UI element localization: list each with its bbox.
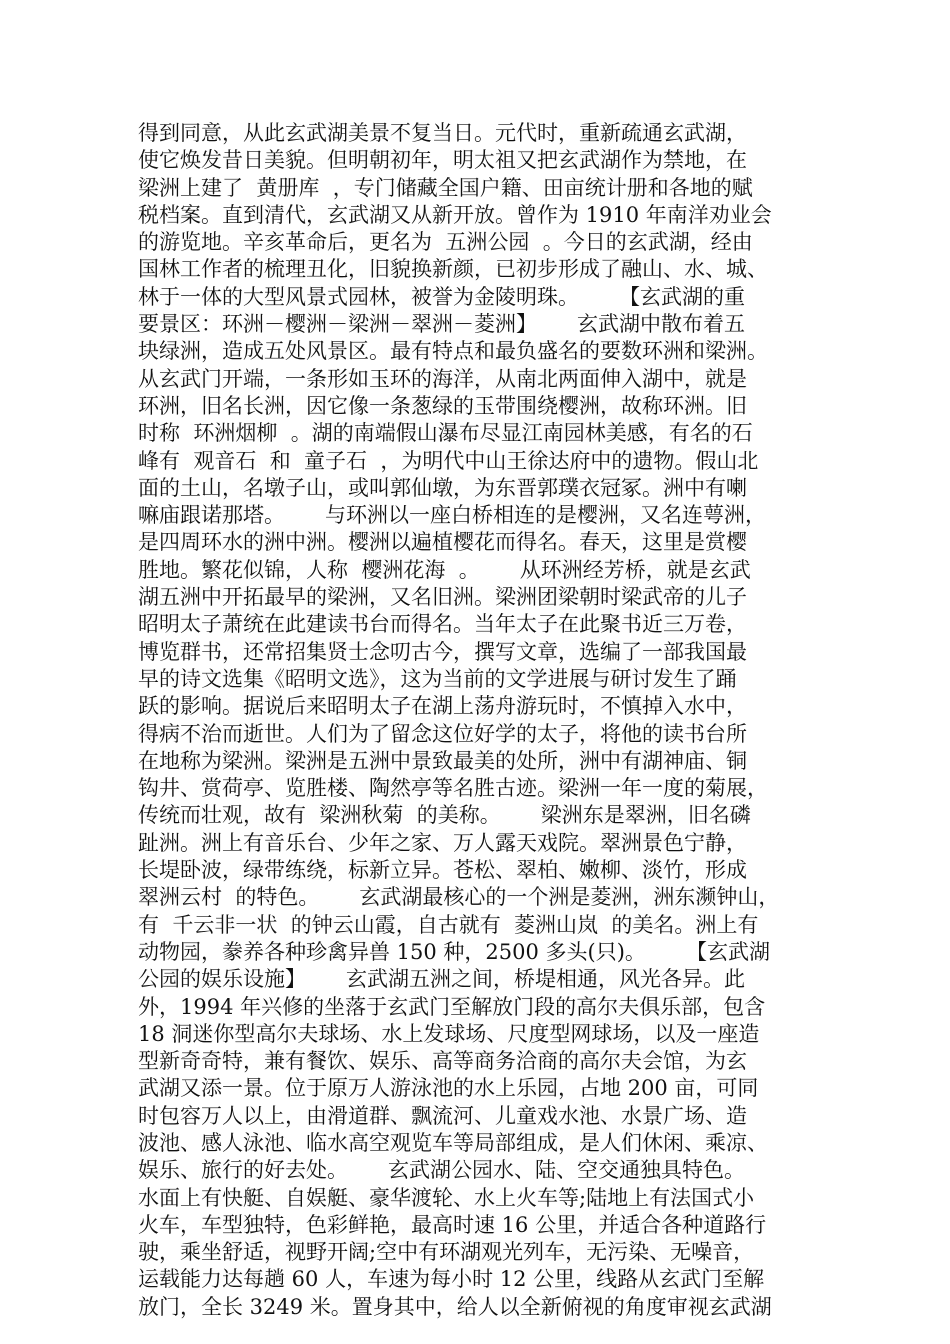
text-line: 得病不治而逝世。人们为了留念这位好学的太子，将他的读书台所 — [138, 721, 747, 746]
text-line: 放门，全长 3249 米。置身其中，给人以全新俯视的角度审视玄武湖 — [138, 1294, 772, 1319]
text-line: 运载能力达每趟 60 人，车速为每小时 12 公里，线路从玄武门至解 — [138, 1267, 765, 1292]
text-line: 武湖又添一景。位于原万人游泳池的水上乐园，占地 200 亩，可同 — [138, 1076, 759, 1101]
text-line: 外，1994 年兴修的坐落于玄武门至解放门段的高尔夫俱乐部，包含 — [138, 994, 766, 1019]
text-line: 博览群书，还常招集贤士念叨古今，撰写文章，选编了一部我国最 — [138, 639, 747, 664]
text-line: 块绿洲，造成五处风景区。最有特点和最负盛名的要数环洲和梁洲。 — [138, 339, 768, 364]
text-line: 峰有 观音石 和 童子石 ，为明代中山王徐达府中的遗物。假山北 — [138, 448, 759, 473]
text-line: 早的诗文选集《昭明文选》，这为当前的文学进展与研讨发生了踊 — [138, 666, 737, 691]
text-line: 钩井、赏荷亭、览胜楼、陶然亭等名胜古迹。梁洲一年一度的菊展， — [138, 776, 768, 801]
text-line: 型新奇奇特，兼有餐饮、娱乐、高等商务洽商的高尔夫会馆，为玄 — [138, 1049, 747, 1074]
text-line: 使它焕发昔日美貌。但明朝初年，明太祖又把玄武湖作为禁地，在 — [138, 148, 747, 173]
text-line: 时包容万人以上，由滑道群、飘流河、儿童戏水池、水景广场、造 — [138, 1103, 747, 1128]
text-line: 面的土山，名墩子山，或叫郭仙墩，为东晋郭璞衣冠冢。洲中有喇 — [138, 475, 747, 500]
text-line: 传统而壮观，故有 梁洲秋菊 的美称。 梁洲东是翠洲，旧名磷 — [138, 803, 751, 828]
text-line: 翠洲云村 的特色。 玄武湖最核心的一个洲是菱洲，洲东濒钟山， — [138, 885, 780, 910]
text-line: 在地称为梁洲。梁洲是五洲中景致最美的处所，洲中有湖神庙、铜 — [138, 748, 747, 773]
body-text — [138, 120, 828, 1321]
text-line: 火车，车型独特，色彩鲜艳，最高时速 16 公里，并适合各种道路行 — [138, 1212, 767, 1237]
text-line: 水面上有快艇、自娱艇、豪华渡轮、水上火车等;陆地上有法国式小 — [138, 1185, 755, 1210]
text-line: 驶，乘坐舒适，视野开阔;空中有环湖观光列车，无污染、无噪音， — [138, 1240, 755, 1265]
text-line: 昭明太子萧统在此建读书台而得名。当年太子在此聚书近三万卷， — [138, 612, 747, 637]
text-line: 税档案。直到清代，玄武湖又从新开放。曾作为 1910 年南洋劝业会 — [138, 202, 772, 227]
text-line: 林于一体的大型风景式园林，被誉为金陵明珠。 【玄武湖的重 — [138, 284, 746, 309]
text-line: 胜地。繁花似锦，人称 樱洲花海 。 从环洲经芳桥，就是玄武 — [138, 557, 751, 582]
text-line: 趾洲。洲上有音乐台、少年之家、万人露天戏院。翠洲景色宁静， — [138, 830, 747, 855]
text-line: 波池、感人泳池、临水高空观览车等局部组成，是人们休闲、乘凉、 — [138, 1130, 768, 1155]
text-line: 跃的影响。据说后来昭明太子在湖上荡舟游玩时，不慎掉入水中， — [138, 694, 747, 719]
text-line: 18 洞迷你型高尔夫球场、水上发球场、尺度型网球场，以及一座造 — [138, 1021, 760, 1046]
text-line: 有 千云非一状 的钟云山霞，自古就有 菱洲山岚 的美名。洲上有 — [138, 912, 759, 937]
text-line: 时称 环洲烟柳 。湖的南端假山瀑布尽显江南园林美感，有名的石 — [138, 421, 753, 446]
text-line: 从玄武门开端，一条形如玉环的海洋，从南北两面伸入湖中，就是 — [138, 366, 747, 391]
text-line: 长堤卧波，绿带练绕，标新立异。苍松、翠柏、嫩柳、淡竹，形成 — [138, 858, 747, 883]
text-line: 得到同意，从此玄武湖美景不复当日。元代时，重新疏通玄武湖， — [138, 121, 747, 145]
text-line: 娱乐、旅行的好去处。 玄武湖公园水、陆、空交通独具特色。 — [138, 1158, 746, 1183]
text-line: 梁洲上建了 黄册库 ，专门储藏全国户籍、田亩统计册和各地的赋 — [138, 175, 753, 200]
text-line: 动物园，豢养各种珍禽异兽 150 种，2500 多头(只)。 【玄武湖 — [138, 939, 770, 964]
text-line: 湖五洲中开拓最早的梁洲，又名旧洲。梁洲团梁朝时梁武帝的儿子 — [138, 585, 747, 610]
text-line: 的游览地。辛亥革命后，更名为 五洲公园 。今日的玄武湖，经由 — [138, 230, 753, 255]
text-line: 国林工作者的梳理丑化，旧貌换新颜，已初步形成了融山、水、城、 — [138, 257, 768, 282]
text-line: 公园的娱乐设施】 玄武湖五洲之间，桥堤相通，风光各异。此 — [138, 967, 746, 992]
text-line: 环洲，旧名长洲，因它像一条葱绿的玉带围绕樱洲，故称环洲。旧 — [138, 393, 747, 418]
text-line: 是四周环水的洲中洲。樱洲以遍植樱花而得名。春天，这里是赏樱 — [138, 530, 747, 555]
text-line: 要景区：环洲－樱洲－梁洲－翠洲－菱洲】 玄武湖中散布着五 — [138, 312, 746, 337]
text-line: 嘛庙跟诺那塔。 与环洲以一座白桥相连的是樱洲，又名连萼洲， — [138, 503, 767, 528]
